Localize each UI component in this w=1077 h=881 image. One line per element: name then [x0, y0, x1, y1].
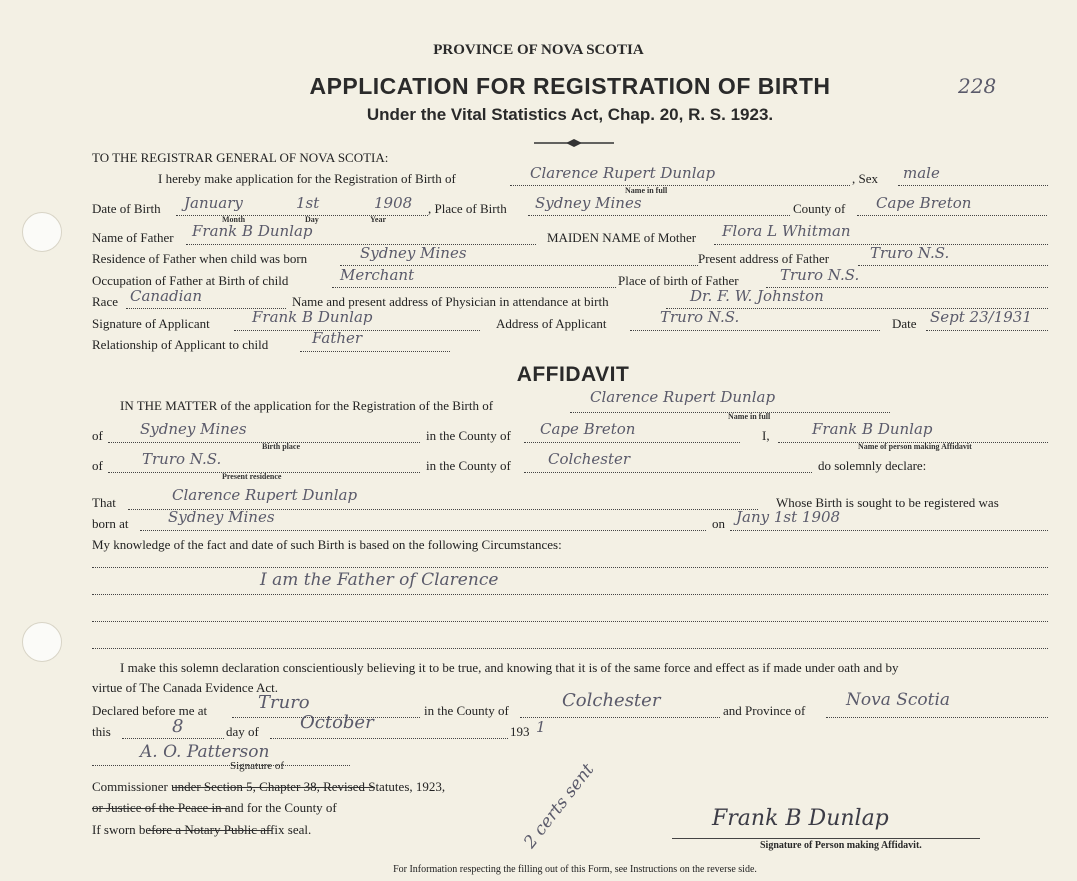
form-number: 228 [958, 74, 997, 98]
solemn-line-2: virtue of The Canada Evidence Act. [92, 680, 279, 695]
declared-province-value: Nova Scotia [846, 690, 951, 710]
of-label: of [92, 428, 103, 443]
year-digit: 1 [536, 718, 546, 736]
born-on-value: Jany 1st 1908 [736, 508, 841, 526]
relationship-value: Father [312, 329, 363, 347]
father-label: Name of Father [92, 230, 174, 245]
aff-name-caption: Name in full [728, 412, 771, 421]
dob-year: 1908 [374, 194, 413, 212]
pob-label: , Place of Birth [428, 201, 507, 216]
whose-birth-label: Whose Birth is sought to be registered was [776, 495, 999, 510]
aff-affiant-name: Frank B Dunlap [812, 420, 933, 438]
birth-place-caption: Birth place [262, 442, 300, 451]
aff-residence-county: Colchester [548, 450, 631, 468]
occupation-label: Occupation of Father at Birth of child [92, 273, 289, 288]
affiant-caption: Name of person making Affidavit [858, 442, 972, 451]
occupation-value: Merchant [340, 266, 415, 284]
date-label: Date [892, 316, 917, 331]
strike-through-mark [172, 787, 375, 788]
day-of-label: day of [226, 724, 259, 739]
that-name: Clarence Rupert Dunlap [172, 486, 358, 504]
this-label: this [92, 724, 111, 739]
sex-label: , Sex [852, 171, 878, 186]
intro-text: I hereby make application for the Registration of Birth of [158, 171, 456, 186]
day-value: 8 [172, 716, 184, 737]
aff-county-label-2: in the County of [426, 458, 511, 473]
affidavit-heading: AFFIDAVIT [516, 363, 630, 386]
dob-month: January [184, 194, 243, 212]
aff-birth-county: Cape Breton [540, 420, 636, 438]
dob-label: Date of Birth [92, 201, 161, 216]
mother-label: MAIDEN NAME of Mother [547, 230, 697, 245]
signature-label: Signature of Applicant [92, 316, 210, 331]
ornament-divider [534, 134, 614, 140]
signature-of-caption: Signature of [230, 760, 285, 772]
that-label: That [92, 495, 116, 510]
form-subtitle: Under the Vital Statistics Act, Chap. 20, R. S. 1923. [366, 105, 774, 124]
pob-value: Sydney Mines [535, 194, 642, 212]
born-at-label: born at [92, 516, 129, 531]
affiant-signature-caption: Signature of Person making Affidavit. [760, 840, 922, 851]
address-label: Address of Applicant [496, 316, 607, 331]
address-value: Truro N.S. [660, 308, 740, 326]
residence-caption: Present residence [222, 472, 282, 481]
circumstance-text: I am the Father of Clarence [260, 570, 499, 590]
pob-father-label: Place of birth of Father [618, 273, 739, 288]
commissioner-signature: A. O. Patterson [140, 742, 270, 762]
child-name: Clarence Rupert Dunlap [530, 164, 716, 182]
present-address-label: Present address of Father [698, 251, 830, 266]
strike-through-mark [92, 808, 228, 809]
county-label: County of [793, 201, 846, 216]
year-caption: Year [370, 215, 386, 224]
solemn-line-1: I make this solemn declaration conscientiously believing it to be true, and knowing that it is of the same force and effect as if made under oath and by [120, 660, 899, 675]
seal-line: If sworn before a Notary Public affix seal. [92, 822, 312, 837]
to-registrar: TO THE REGISTRAR GENERAL OF NOVA SCOTIA: [92, 150, 389, 165]
aff-county-label: in the County of [426, 428, 511, 443]
punch-hole [22, 622, 62, 662]
affiant-signature: Frank B Dunlap [712, 806, 889, 831]
matter-line: IN THE MATTER of the application for the Registration of the Birth of [120, 398, 494, 413]
month-caption: Month [222, 215, 246, 224]
knowledge-line: My knowledge of the fact and date of such Birth is based on the following Circumstances: [92, 537, 562, 552]
aff-child-name: Clarence Rupert Dunlap [590, 388, 776, 406]
dob-day: 1st [296, 194, 320, 212]
province-label: and Province of [723, 703, 806, 718]
date-value: Sept 23/1931 [930, 308, 1032, 326]
applicant-signature: Frank B Dunlap [252, 308, 373, 326]
declared-county-value: Colchester [562, 690, 661, 711]
margin-note: 2 certs sent [520, 760, 599, 853]
year-label: 193 [510, 724, 530, 739]
born-at-value: Sydney Mines [168, 508, 275, 526]
on-label: on [712, 516, 725, 531]
county-value: Cape Breton [876, 194, 972, 212]
pob-father-value: Truro N.S. [780, 266, 860, 284]
relationship-label: Relationship of Applicant to child [92, 337, 269, 352]
of-label-2: of [92, 458, 103, 473]
footer-info: For Information respecting the filling out of this Form, see Instructions on the reverse side. [393, 864, 757, 875]
residence-value: Sydney Mines [360, 244, 467, 262]
declared-at-value: Truro [258, 692, 310, 713]
sex-value: male [903, 164, 940, 182]
race-value: Canadian [130, 287, 203, 305]
month-value: October [300, 712, 374, 733]
strike-through-mark [148, 830, 272, 831]
declare-label: do solemnly declare: [818, 458, 927, 473]
i-label: I, [762, 428, 770, 443]
declared-county-label: in the County of [424, 703, 509, 718]
father-value: Frank B Dunlap [192, 222, 313, 240]
declared-label: Declared before me at [92, 703, 208, 718]
aff-birth-place: Sydney Mines [140, 420, 247, 438]
province-heading: PROVINCE OF NOVA SCOTIA [433, 42, 644, 58]
name-caption: Name in full [625, 186, 668, 195]
race-label: Race [92, 294, 118, 309]
justice-line: or Justice of the Peace in and for the County of [92, 800, 337, 815]
day-caption: Day [305, 215, 319, 224]
present-address-value: Truro N.S. [870, 244, 950, 262]
form-title: APPLICATION FOR REGISTRATION OF BIRTH [309, 73, 831, 99]
physician-value: Dr. F. W. Johnston [690, 287, 824, 305]
punch-hole [22, 212, 62, 252]
aff-present-residence: Truro N.S. [142, 450, 222, 468]
residence-label: Residence of Father when child was born [92, 251, 308, 266]
physician-label: Name and present address of Physician in attendance at birth [292, 294, 609, 309]
commissioner-line: Commissioner under Section 5, Chapter 38, Revised Statutes, 1923, [92, 779, 446, 794]
mother-value: Flora L Whitman [722, 222, 851, 240]
